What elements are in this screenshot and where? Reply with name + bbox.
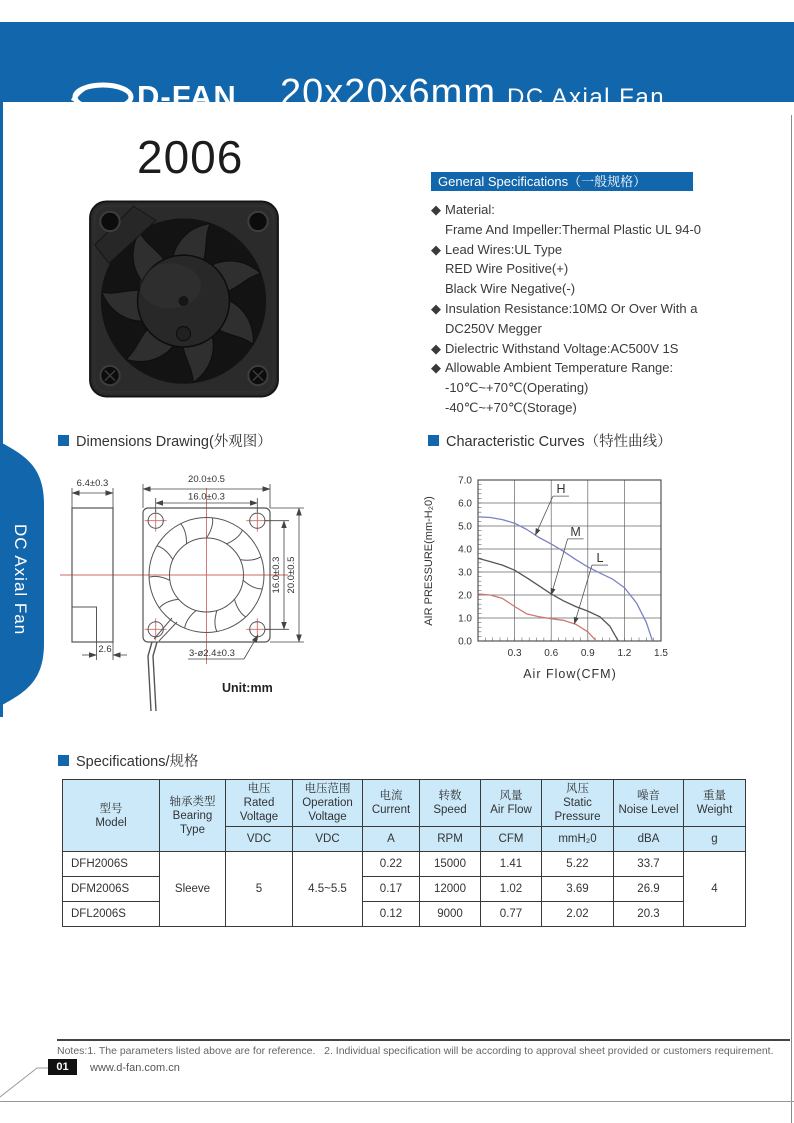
- spec-item: -10℃~+70℃(Operating): [445, 380, 589, 396]
- svg-text:0.6: 0.6: [544, 648, 559, 659]
- cell-airflow: 1.41: [481, 852, 542, 877]
- cell-model: DFL2006S: [63, 902, 160, 927]
- cell-noise: 33.7: [614, 852, 684, 877]
- svg-text:1.5: 1.5: [654, 648, 668, 659]
- svg-text:0.3: 0.3: [507, 648, 522, 659]
- cell-pressure: 3.69: [542, 877, 614, 902]
- cell-pressure: 2.02: [542, 902, 614, 927]
- general-specs-list: [431, 200, 731, 418]
- cell-speed: 15000: [420, 852, 481, 877]
- square-bullet-icon: [428, 435, 439, 446]
- header-banner: [0, 22, 794, 114]
- col-airflow: 风量 Air Flow: [481, 780, 542, 827]
- footer-rule: [0, 1101, 794, 1102]
- col-noise: 噪音 Noise Level: [614, 780, 684, 827]
- svg-text:1.0: 1.0: [458, 613, 472, 625]
- dimensions-section-title: Dimensions Drawing(外观图）: [58, 430, 272, 451]
- model-number: 2006: [137, 131, 244, 183]
- cell-model: DFH2006S: [63, 852, 160, 877]
- table-header-row: [63, 780, 746, 827]
- svg-text:3.0: 3.0: [458, 567, 472, 579]
- dim-outer-right: 20.0±0.5: [286, 556, 297, 594]
- characteristic-curves-chart: [418, 466, 728, 701]
- general-specs-panel: [431, 172, 731, 418]
- cell-bearing: Sleeve: [160, 852, 226, 927]
- spec-item: ◆ Allowable Ambient Temperature Range:: [431, 358, 731, 378]
- diamond-bullet-icon: ◆: [431, 300, 441, 316]
- brand-logo: [68, 79, 237, 115]
- page-number-badge: 01: [48, 1059, 77, 1075]
- unit-vdc: VDC: [293, 827, 363, 852]
- unit-g: g: [684, 827, 746, 852]
- cell-model: DFM2006S: [63, 877, 160, 902]
- website-url: www.d-fan.com.cn: [90, 1062, 180, 1074]
- dim-depth: 6.4±0.3: [76, 478, 109, 489]
- product-photo: [88, 200, 280, 398]
- cell-weight: 4: [684, 852, 746, 927]
- square-bullet-icon: [58, 435, 69, 446]
- page-title: [280, 72, 665, 115]
- diamond-bullet-icon: ◆: [431, 360, 441, 376]
- unit-cfm: CFM: [481, 827, 542, 852]
- spec-item: ◆ Dielectric Withstand Voltage:AC500V 1S: [431, 339, 731, 359]
- spec-item: -40℃~+70℃(Storage): [445, 399, 577, 415]
- dim-holes-right: 16.0±0.3: [271, 556, 282, 594]
- x-axis-label: Air Flow(CFM): [523, 667, 617, 681]
- spec-item: Frame And Impeller:Thermal Plastic UL 94-0: [445, 221, 702, 237]
- spec-item: ◆ Insulation Resistance:10MΩ Or Over With a: [431, 299, 731, 319]
- dimensions-drawing: [52, 468, 397, 723]
- cell-pressure: 5.22: [542, 852, 614, 877]
- notes-text: Notes:1. The parameters listed above are for reference. 2. Individual specification will be according to approval sheet provided or customers requirement.: [57, 1045, 774, 1057]
- col-current: 电流 Current: [363, 780, 420, 827]
- size-title: 20x20x6mm: [280, 72, 496, 114]
- col-model: 型号 Model: [63, 780, 160, 852]
- specifications-table: [62, 779, 746, 927]
- footer-corner-line: [0, 1060, 50, 1105]
- col-rated-voltage: 电压 Rated Voltage: [226, 780, 293, 827]
- svg-text:6.0: 6.0: [458, 498, 472, 510]
- specifications-section-title: Specifications/规格: [58, 750, 199, 771]
- svg-text:7.0: 7.0: [458, 475, 472, 487]
- svg-text:0.0: 0.0: [458, 636, 472, 648]
- general-specs-title: General Specifications（一般规格）: [431, 172, 693, 191]
- unit-dba: dBA: [614, 827, 684, 852]
- unit-vdc: VDC: [226, 827, 293, 852]
- spec-item: ◆ Lead Wires:UL Type: [431, 240, 731, 260]
- spec-item: ◆ Material:: [431, 200, 731, 220]
- spec-item: DC250V Megger: [445, 320, 542, 336]
- svg-text:2.0: 2.0: [458, 590, 472, 602]
- cell-airflow: 1.02: [481, 877, 542, 902]
- svg-text:4.0: 4.0: [458, 544, 472, 556]
- svg-text:1.2: 1.2: [617, 648, 632, 659]
- notes-divider: [57, 1039, 790, 1041]
- dim-holes-note: 3-ø2.4±0.3: [189, 648, 235, 659]
- diamond-bullet-icon: ◆: [431, 202, 441, 217]
- dim-outer-top: 20.0±0.5: [188, 474, 225, 485]
- col-speed: 转数 Speed: [420, 780, 481, 827]
- product-type-title: DC Axial Fan: [506, 84, 666, 111]
- swoosh-logo-icon: [68, 79, 134, 115]
- cell-speed: 12000: [420, 877, 481, 902]
- cell-rated-voltage: 5: [226, 852, 293, 927]
- side-tab-label: DC Axial Fan: [11, 524, 30, 636]
- col-static-pressure: 风压 Static Pressure: [542, 780, 614, 827]
- y-axis-label: AIR PRESSURE(mm-H₂0): [423, 496, 435, 626]
- cell-current: 0.17: [363, 877, 420, 902]
- dim-step: 2.6: [98, 644, 112, 655]
- cell-operation-voltage: 4.5~5.5: [293, 852, 363, 927]
- cell-current: 0.22: [363, 852, 420, 877]
- brand-name: D-FAN: [137, 79, 237, 114]
- cell-airflow: 0.77: [481, 902, 542, 927]
- dim-holes-top: 16.0±0.3: [188, 491, 225, 503]
- svg-text:0.9: 0.9: [580, 648, 595, 659]
- cell-noise: 20.3: [614, 902, 684, 927]
- spec-item: RED Wire Positive(+): [445, 261, 569, 277]
- unit-a: A: [363, 827, 420, 852]
- square-bullet-icon: [58, 755, 69, 766]
- unit-mmh2o: mmH₂0: [542, 827, 614, 852]
- col-operation-voltage: 电压范围 Operation Voltage: [293, 780, 363, 827]
- col-bearing: 轴承类型 Bearing Type: [160, 780, 226, 852]
- col-weight: 重量 Weight: [684, 780, 746, 827]
- curves-section-title: Characteristic Curves（特性曲线）: [428, 430, 672, 451]
- svg-text:M: M: [570, 524, 581, 539]
- diamond-bullet-icon: ◆: [431, 340, 441, 356]
- cell-speed: 9000: [420, 902, 481, 927]
- svg-text:L: L: [596, 551, 604, 566]
- unit-rpm: RPM: [420, 827, 481, 852]
- spec-item: Black Wire Negative(-): [445, 281, 576, 297]
- unit-label: Unit:mm: [222, 681, 273, 695]
- page-edge-line: [791, 115, 792, 1123]
- svg-text:H: H: [556, 482, 566, 497]
- cell-current: 0.12: [363, 902, 420, 927]
- cell-noise: 26.9: [614, 877, 684, 902]
- table-row: [63, 852, 746, 877]
- svg-text:5.0: 5.0: [458, 521, 472, 533]
- diamond-bullet-icon: ◆: [431, 241, 441, 257]
